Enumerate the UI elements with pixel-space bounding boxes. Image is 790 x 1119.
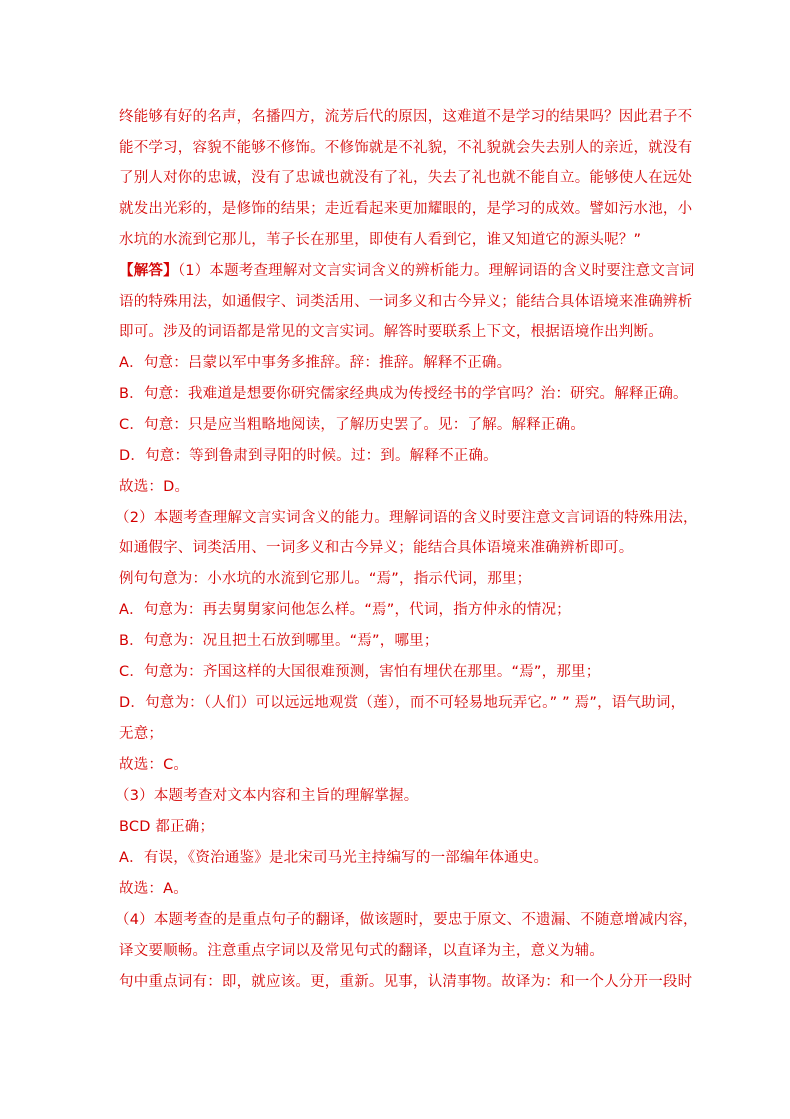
text-line [119, 693, 685, 713]
line-text: 水坑的水流到它那儿，苇子长在那里，即使有人看到它，谁又知道它的源头呢？” [119, 232, 642, 248]
line-text: 译文要顺畅。注意重点字词以及常见句式的翻译，以直译为主，意义为辅。 [119, 943, 605, 959]
text-line [119, 724, 163, 744]
text-line [115, 910, 698, 930]
text-line [119, 662, 600, 682]
line-text: C．句意为：齐国这样的大国很难预测，害怕有埋伏在那里。“焉”，那里； [119, 664, 601, 680]
text-line [119, 879, 188, 899]
line-text: 语的特殊用法，如通假字、词类活用、一词多义和古今异义；能结合具体语境来准确辨析 [119, 294, 693, 310]
text-line [119, 538, 634, 558]
text-line [119, 322, 663, 342]
text-line [115, 508, 698, 528]
line-text: D．句意为：（人们）可以远远地观赏（莲），而不可轻易地玩弄它。” ” 焉”，语气助词， [119, 695, 686, 711]
line-text: 如通假字、词类活用、一词多义和古今异义；能结合具体语境来准确辨析即可。 [119, 540, 634, 556]
line-text: 句中重点词有：即，就应该。更，重新。见事，认清事物。故译为：和一个人分开一段时 [119, 974, 693, 990]
text-line [119, 631, 439, 651]
text-line [119, 261, 695, 281]
text-line [119, 446, 498, 466]
line-text: 就发出光彩的，是修饰的结果；走近看起来更加耀眼的，是学习的成效。譬如污水池，小 [119, 201, 693, 217]
text-line [119, 168, 692, 188]
line-text: 无意； [119, 726, 164, 742]
text-line [119, 569, 531, 589]
line-text: 即可。涉及的词语都是常见的文言实词。解答时要联系上下文，根据语境作出判断。 [119, 324, 663, 340]
text-line [119, 107, 692, 127]
text-line [119, 415, 585, 435]
answer-label: 【解答】 [119, 263, 178, 279]
line-text: 能不学习，容貌不能够不修饰。不修饰就是不礼貌，不礼貌就会失去别人的亲近，就没有 [119, 140, 693, 156]
line-text: 故选：C。 [119, 757, 189, 773]
line-text: （2）本题考查理解文言实词含义的能力。理解词语的含义时要注意文言词语的特殊用法， [115, 510, 698, 526]
line-text: A．句意：吕蒙以军中事务多推辞。辞：推辞。解释不正确。 [119, 355, 512, 371]
line-text: BCD 都正确； [119, 819, 215, 835]
text-line [119, 477, 189, 497]
line-text: 故选：D。 [119, 479, 190, 495]
text-line [119, 755, 188, 775]
text-line [119, 230, 641, 250]
line-text: C．句意：只是应当粗略地阅读，了解历史罢了。见：了解。解释正确。 [119, 417, 586, 433]
line-text: 终能够有好的名声，名播四方，流芳后代的原因，这难道不是学习的结果吗？因此君子不 [119, 109, 693, 125]
text-line [119, 138, 692, 158]
text-line [119, 817, 214, 837]
text-line [119, 353, 511, 373]
line-text: 例句句意为：小水坑的水流到它那儿。“焉”，指示代词，那里； [119, 571, 532, 587]
text-line [115, 786, 418, 806]
text-line [119, 384, 688, 404]
line-text: A．有误，《资治通鉴》是北宋司马光主持编写的一部编年体通史。 [119, 850, 549, 866]
line-text: A．句意为：再去舅舅家问他怎么样。“焉”，代词，指方仲永的情况； [119, 602, 571, 618]
line-text: B．句意为：况且把土石放到哪里。“焉”，哪里； [119, 633, 439, 649]
text-line [119, 292, 692, 312]
text-line [119, 600, 571, 620]
text-line [119, 972, 692, 992]
line-text: （3）本题考查对文本内容和主旨的理解掌握。 [115, 788, 419, 804]
text-line [119, 848, 548, 868]
line-text: 了别人对你的忠诚，没有了忠诚也就没有了礼，失去了礼也就不能自立。能够使人在远处 [119, 170, 693, 186]
line-text: D．句意：等到鲁肃到寻阳的时候。过：到。解释不正确。 [119, 448, 498, 464]
line-text: B．句意：我难道是想要你研究儒家经典成为传授经书的学官吗？治：研究。解释正确。 [119, 386, 688, 402]
line-text: （4）本题考查的是重点句子的翻译，做该题时，要忠于原文、不遗漏、不随意增减内容， [115, 912, 698, 928]
text-line [119, 199, 692, 219]
text-line [119, 941, 604, 961]
line-text: 故选：A。 [119, 881, 188, 897]
line-text: （1）本题考查理解对文言实词含义的辨析能力。理解词语的含义时要注意文言词 [177, 263, 695, 279]
